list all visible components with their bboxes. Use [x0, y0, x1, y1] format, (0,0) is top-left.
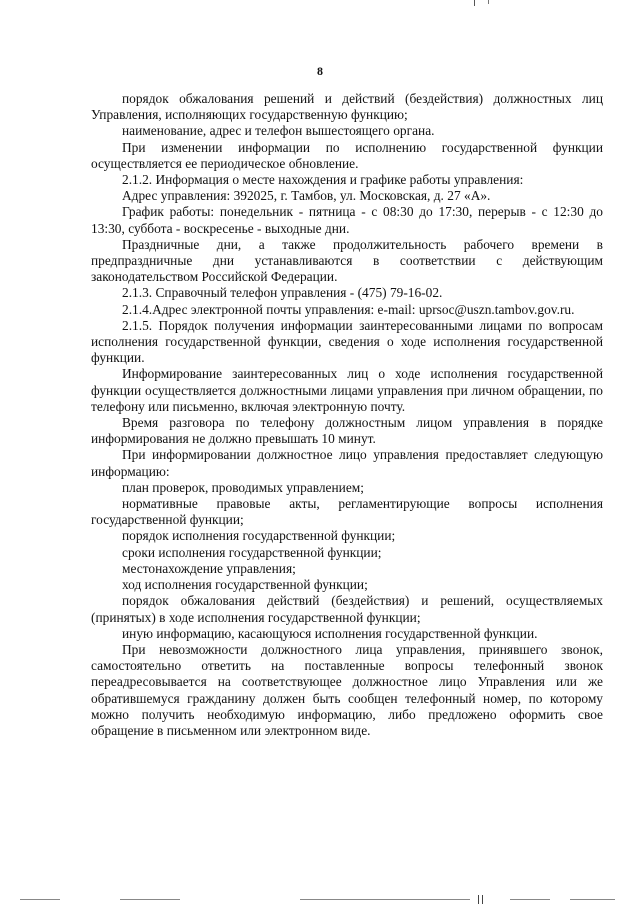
paragraph: Адрес управления: 392025, г. Тамбов, ул. Московская, д. 27 «А». [122, 188, 491, 204]
list-item: порядок исполнения государственной функции; [122, 528, 396, 544]
scan-artifact-segment [570, 899, 615, 900]
scan-artifact-segment [20, 899, 60, 900]
scan-artifact-tick [482, 895, 483, 904]
paragraph: Праздничные дни, а также продолжительность рабочего времени в предпраздничные дни устанавливаются в соответствии с действующим законодательством Российской Федерации. [91, 236, 603, 285]
paragraph: При информировании должностное лицо управления предоставляет следующую информацию: [91, 447, 603, 479]
list-item: сроки исполнения государственной функции; [122, 544, 382, 560]
paragraph: 2.1.5. Порядок получения информации заинтересованными лицами по вопросам исполнения государственной функции, сведения о ходе исполнения государственной функции. [91, 317, 603, 366]
list-item: местонахождение управления; [122, 560, 296, 576]
scan-artifact-tick [478, 895, 479, 904]
list-item: ход исполнения государственной функции; [122, 577, 368, 593]
scan-artifact-top [474, 0, 475, 6]
list-item: иную информацию, касающуюся исполнения государственной функции. [122, 625, 538, 641]
paragraph: наименование, адрес и телефон вышестоящего органа. [122, 123, 435, 139]
page-number: 8 [317, 64, 323, 78]
scan-artifact-segment [300, 899, 470, 900]
paragraph: График работы: понедельник - пятница - с 08:30 до 17:30, перерыв - с 12:30 до 13:30, суббота - воскресенье - выходные дни. [91, 204, 603, 236]
list-item: порядок обжалования действий (бездействия) и решений, осуществляемых (принятых) в ходе исполнения государственной функции; [91, 593, 603, 625]
paragraph: При изменении информации по исполнению государственной функции осуществляется ее периодическое обновление. [91, 139, 603, 171]
scan-artifact-top [488, 0, 489, 4]
paragraph: 2.1.3. Справочный телефон управления - (475) 79-16-02. [122, 285, 443, 301]
document-body [91, 91, 603, 739]
scan-artifact-segment [510, 899, 550, 900]
paragraph: 2.1.2. Информация о месте нахождения и графике работы управления: [122, 172, 524, 188]
list-item: план проверок, проводимых управлением; [122, 479, 364, 495]
paragraph: порядок обжалования решений и действий (бездействия) должностных лиц Управления, исполняющих государственную функцию; [91, 91, 603, 123]
list-item: нормативные правовые акты, регламентирующие вопросы исполнения государственной функции; [91, 496, 603, 528]
paragraph: Время разговора по телефону должностным лицом управления в порядке информирования не должно превышать 10 минут. [91, 415, 603, 447]
scan-artifact-bottom [0, 895, 640, 903]
scan-artifact-segment [120, 899, 180, 900]
paragraph: 2.1.4.Адрес электронной почты управления: e-mail: uprsoc@uszn.tambov.gov.ru. [122, 301, 575, 317]
paragraph: Информирование заинтересованных лиц о ходе исполнения государственной функции осуществляется должностными лицами управления при личном обращении, по телефону или письменно, включая электронную почту. [91, 366, 603, 414]
paragraph: При невозможности должностного лица управления, принявшего звонок, самостоятельно ответить на поставленные вопросы телефонный звонок переадресовывается на соответствующее должностное лицо Управления или же обратившемуся гражданину должен быть сообщен телефонный номер, по которому можно получить необходимую информацию, либо предложено оформить свое обращение в письменном или электронном виде. [91, 641, 603, 738]
